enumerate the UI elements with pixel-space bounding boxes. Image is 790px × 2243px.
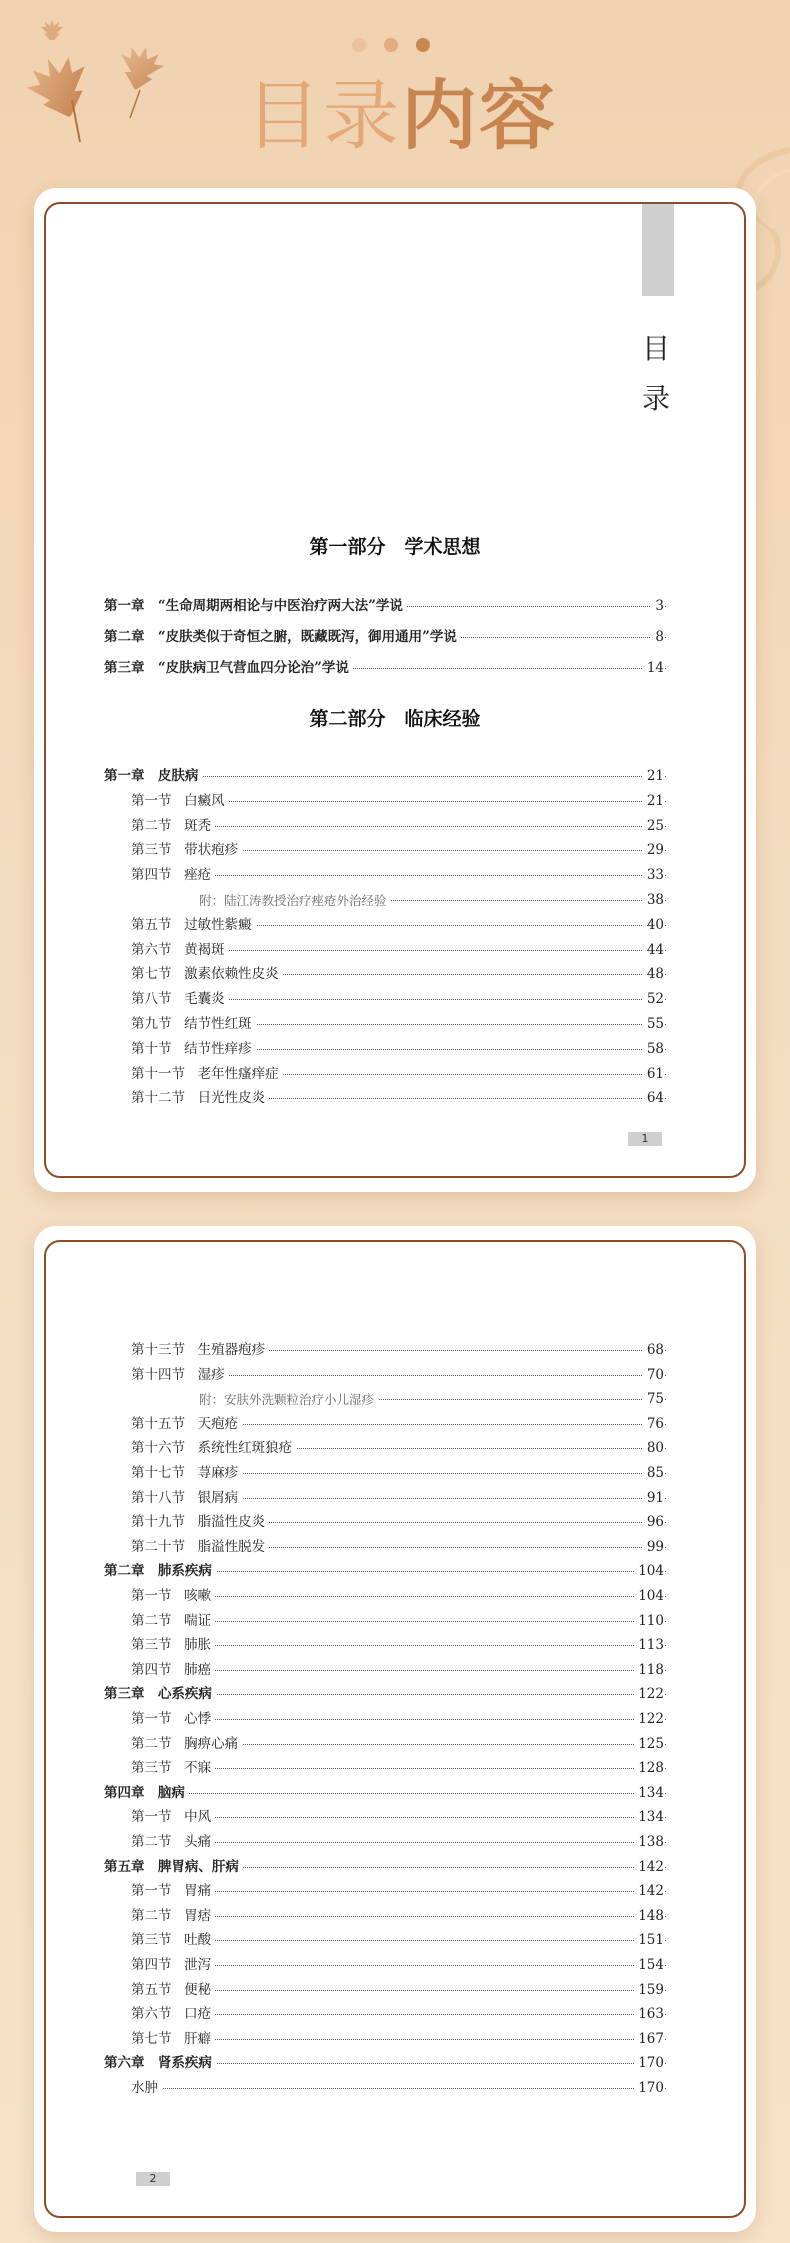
toc-page-number: 14 bbox=[643, 656, 664, 681]
page-tab-marker bbox=[642, 204, 674, 296]
toc-title: 痤疮 bbox=[184, 867, 212, 884]
toc-row bbox=[46, 1633, 744, 1658]
toc-number: 第五节 bbox=[131, 1981, 172, 1998]
toc-page-number: 125 bbox=[634, 1732, 664, 1757]
toc-number: 第三节 bbox=[131, 1760, 172, 1777]
toc-number: 第四节 bbox=[131, 867, 172, 884]
toc-number: 第十一节 bbox=[131, 1065, 185, 1082]
toc-row bbox=[46, 1781, 744, 1806]
toc-row bbox=[46, 888, 744, 913]
toc-row bbox=[46, 863, 744, 888]
toc-number: 第六节 bbox=[131, 941, 172, 958]
toc-number: 第十二节 bbox=[131, 1090, 185, 1107]
page-title-bold: 内容 bbox=[401, 71, 557, 160]
toc-row bbox=[46, 1904, 744, 1929]
toc-row bbox=[46, 1387, 744, 1412]
toc-row bbox=[46, 1682, 744, 1707]
toc-page-number: 48 bbox=[643, 962, 664, 987]
toc-page-number: 91 bbox=[643, 1486, 664, 1511]
toc-page-number: 40 bbox=[643, 913, 664, 938]
toc-page-number: 163 bbox=[634, 2002, 664, 2027]
toc-row bbox=[46, 594, 744, 619]
toc-number: 第二节 bbox=[131, 1612, 172, 1629]
toc-page-number: 21 bbox=[643, 764, 664, 789]
toc-page-number: 3 bbox=[651, 594, 664, 619]
toc-row bbox=[46, 1830, 744, 1855]
toc-row bbox=[46, 814, 744, 839]
toc-title: 喘证 bbox=[184, 1612, 212, 1629]
toc-page-number: 70 bbox=[643, 1363, 664, 1388]
toc-title: 脂溢性皮炎 bbox=[197, 1514, 266, 1531]
toc-title: 斑秃 bbox=[184, 817, 212, 834]
toc-page-number: 61 bbox=[643, 1062, 664, 1087]
toc-title: “皮肤病卫气营血四分论治”学说 bbox=[157, 660, 349, 676]
toc-page-number: 159 bbox=[634, 1978, 664, 2003]
toc-page-number: 38 bbox=[643, 888, 664, 913]
toc-row bbox=[46, 1707, 744, 1732]
toc-row bbox=[46, 1436, 744, 1461]
toc-number: 第七节 bbox=[131, 966, 172, 983]
toc-number: 第八节 bbox=[131, 991, 172, 1008]
toc-page-number: 44 bbox=[643, 938, 664, 963]
page-number: 2 bbox=[136, 2172, 170, 2186]
toc-page-number: 170 bbox=[634, 2051, 664, 2076]
toc-number: 第六章 bbox=[104, 2055, 145, 2072]
toc-number: 第四章 bbox=[104, 1784, 145, 1801]
toc-title: 头痛 bbox=[184, 1834, 212, 1850]
toc-row bbox=[46, 2027, 744, 2052]
toc-title: 不寐 bbox=[184, 1760, 212, 1777]
toc-page-number: 25 bbox=[643, 814, 664, 839]
toc-title: 胃痞 bbox=[184, 1907, 212, 1924]
toc-page-number: 142 bbox=[634, 1879, 664, 1904]
toc-title: 老年性瘙痒症 bbox=[197, 1065, 279, 1082]
toc-title: 心系疾病 bbox=[157, 1686, 212, 1703]
toc-page-number: 33 bbox=[643, 863, 664, 888]
toc-row bbox=[46, 1559, 744, 1584]
toc-row bbox=[46, 656, 744, 681]
toc-row bbox=[46, 1012, 744, 1037]
toc-page-number: 118 bbox=[634, 1658, 664, 1683]
dot-1 bbox=[352, 38, 366, 52]
toc-title: 胃痛 bbox=[184, 1883, 212, 1900]
toc-title: 带状疱疹 bbox=[184, 842, 239, 859]
toc-row bbox=[46, 1062, 744, 1087]
toc-title: 生殖器疱疹 bbox=[197, 1342, 266, 1358]
toc-number: 第一章 bbox=[104, 598, 145, 614]
toc-row bbox=[46, 1879, 744, 1904]
toc-title: 附：陆江涛教授治疗痤疮外治经验 bbox=[199, 893, 387, 908]
toc-row bbox=[46, 2051, 744, 2076]
toc-title: 脑病 bbox=[157, 1784, 185, 1801]
toc-row bbox=[46, 838, 744, 863]
toc-number: 第十三节 bbox=[131, 1342, 185, 1358]
toc-number: 第一节 bbox=[131, 1809, 172, 1826]
toc-number: 第十六节 bbox=[131, 1440, 185, 1457]
toc-row bbox=[46, 2076, 744, 2101]
toc-title: 脾胃病、肝病 bbox=[157, 1858, 239, 1875]
toc-number: 第二章 bbox=[104, 629, 145, 645]
toc-page-1 bbox=[34, 188, 756, 1192]
toc-title: 附：安肤外洗颗粒治疗小儿湿疹 bbox=[199, 1392, 375, 1408]
toc-title: 黄褐斑 bbox=[184, 941, 225, 958]
part-heading-1: 第一部分 学术思想 bbox=[309, 536, 481, 558]
vertical-title-char-1: 目 bbox=[641, 332, 670, 365]
toc-number: 第二十节 bbox=[131, 1538, 185, 1555]
toc-number: 第十九节 bbox=[131, 1514, 185, 1531]
toc-number: 第三章 bbox=[104, 1686, 145, 1703]
toc-title: 日光性皮炎 bbox=[197, 1090, 266, 1107]
toc-row bbox=[46, 938, 744, 963]
toc-page-number: 55 bbox=[643, 1012, 664, 1037]
toc-number: 第六节 bbox=[131, 2006, 172, 2023]
dot-2 bbox=[384, 38, 398, 52]
toc-number: 第二节 bbox=[131, 817, 172, 834]
toc-page-number: 96 bbox=[643, 1510, 664, 1535]
toc-number: 第二节 bbox=[131, 1907, 172, 1924]
toc-page-number: 104 bbox=[634, 1559, 664, 1584]
toc-number: 第三节 bbox=[131, 1637, 172, 1654]
toc-page-number: 104 bbox=[634, 1584, 664, 1609]
toc-number: 第十八节 bbox=[131, 1489, 185, 1506]
toc-number: 第一章 bbox=[104, 768, 145, 784]
header-banner bbox=[0, 0, 790, 190]
toc-title: “生命周期两相论与中医治疗两大法”学说 bbox=[157, 598, 403, 614]
toc-title: 银屑病 bbox=[197, 1489, 239, 1506]
toc-row bbox=[46, 962, 744, 987]
toc-row bbox=[46, 987, 744, 1012]
toc-page-number: 76 bbox=[643, 1412, 664, 1437]
toc-page-number: 128 bbox=[634, 1756, 664, 1781]
toc-number: 第五章 bbox=[104, 1858, 145, 1875]
toc-row bbox=[46, 1805, 744, 1830]
dot-leader bbox=[131, 2088, 666, 2089]
toc-row bbox=[46, 1086, 744, 1111]
toc-row bbox=[46, 1510, 744, 1535]
toc-title: 肺癌 bbox=[184, 1661, 212, 1678]
toc-number: 第一节 bbox=[131, 1883, 172, 1900]
toc-row bbox=[46, 913, 744, 938]
toc-number: 第十节 bbox=[131, 1040, 172, 1057]
page-number: 1 bbox=[628, 1132, 662, 1146]
toc-title: “皮肤类似于奇恒之腑，既藏既泻，御用通用”学说 bbox=[157, 629, 457, 645]
toc-page-number: 99 bbox=[643, 1535, 664, 1560]
toc-page-number: 122 bbox=[634, 1682, 664, 1707]
toc-number: 第三节 bbox=[131, 1932, 172, 1949]
toc-page-number: 64 bbox=[643, 1086, 664, 1111]
toc-title: 水肿 bbox=[131, 2080, 158, 2096]
toc-page-number: 122 bbox=[634, 1707, 664, 1732]
toc-page-number: 29 bbox=[643, 838, 664, 863]
toc-page-number: 21 bbox=[643, 789, 664, 814]
toc-page-2-frame bbox=[44, 1240, 746, 2218]
vertical-title bbox=[636, 324, 676, 424]
toc-page-number: 134 bbox=[634, 1781, 664, 1806]
dot-3 bbox=[416, 38, 430, 52]
toc-number: 第七节 bbox=[131, 2030, 172, 2047]
toc-number: 第二节 bbox=[131, 1834, 172, 1850]
toc-title: 结节性红斑 bbox=[184, 1016, 252, 1032]
toc-title: 泄泻 bbox=[184, 1957, 212, 1973]
toc-row bbox=[46, 1953, 744, 1978]
toc-page-number: 151 bbox=[634, 1928, 664, 1953]
toc-page-number: 113 bbox=[634, 1633, 664, 1658]
toc-page-number: 167 bbox=[634, 2027, 664, 2052]
toc-row bbox=[46, 764, 744, 789]
toc-page-number: 80 bbox=[643, 1436, 664, 1461]
toc-row bbox=[46, 1037, 744, 1062]
toc-row bbox=[46, 1363, 744, 1388]
maple-leaves-decoration bbox=[10, 10, 180, 160]
toc-page-number: 170 bbox=[634, 2076, 664, 2101]
toc-row bbox=[46, 1412, 744, 1437]
toc-row bbox=[46, 1928, 744, 1953]
toc-page-number: 142 bbox=[634, 1855, 664, 1880]
part-heading-2: 第二部分 临床经验 bbox=[309, 708, 481, 730]
toc-page-number: 134 bbox=[634, 1805, 664, 1830]
vertical-title-char-2: 录 bbox=[641, 382, 670, 415]
toc-title: 肾系疾病 bbox=[157, 2055, 212, 2072]
toc-title: 荨麻疹 bbox=[197, 1465, 239, 1481]
toc-page-number: 148 bbox=[634, 1904, 664, 1929]
toc-number: 第四节 bbox=[131, 1957, 172, 1973]
toc-number: 第三章 bbox=[104, 660, 145, 676]
toc-title: 咳嗽 bbox=[184, 1588, 212, 1604]
toc-number: 第五节 bbox=[131, 916, 172, 933]
toc-page-2 bbox=[34, 1226, 756, 2232]
toc-number: 第九节 bbox=[131, 1016, 172, 1032]
toc-title: 肺系疾病 bbox=[157, 1563, 212, 1580]
toc-row bbox=[46, 1535, 744, 1560]
page-title bbox=[245, 71, 557, 160]
toc-title: 白癜风 bbox=[184, 792, 225, 809]
toc-row bbox=[46, 1855, 744, 1880]
toc-title: 系统性红斑狼疮 bbox=[197, 1440, 293, 1457]
toc-title: 湿疹 bbox=[197, 1366, 225, 1383]
toc-title: 结节性痒疹 bbox=[184, 1040, 252, 1057]
toc-number: 第四节 bbox=[131, 1661, 172, 1678]
decorative-dots bbox=[352, 38, 430, 52]
toc-number: 第十七节 bbox=[131, 1465, 185, 1481]
toc-title: 口疮 bbox=[184, 2006, 212, 2023]
toc-page-number: 110 bbox=[634, 1609, 664, 1634]
toc-row bbox=[46, 1658, 744, 1683]
toc-row bbox=[46, 1756, 744, 1781]
toc-row bbox=[46, 1584, 744, 1609]
toc-row bbox=[46, 1486, 744, 1511]
toc-number: 第二章 bbox=[104, 1563, 145, 1580]
toc-page-number: 85 bbox=[643, 1461, 664, 1486]
toc-page-number: 138 bbox=[634, 1830, 664, 1855]
toc-title: 便秘 bbox=[184, 1981, 212, 1998]
toc-row bbox=[46, 789, 744, 814]
toc-title: 脂溢性脱发 bbox=[197, 1538, 266, 1555]
toc-page-number: 154 bbox=[634, 1953, 664, 1978]
toc-page-1-frame bbox=[44, 202, 746, 1178]
toc-number: 第一节 bbox=[131, 1711, 172, 1727]
toc-page-number: 52 bbox=[643, 987, 664, 1012]
toc-row bbox=[46, 1461, 744, 1486]
toc-title: 皮肤病 bbox=[157, 768, 199, 784]
toc-number: 第十五节 bbox=[131, 1415, 185, 1432]
toc-row bbox=[46, 1978, 744, 2003]
toc-title: 毛囊炎 bbox=[184, 991, 225, 1008]
toc-number: 第三节 bbox=[131, 842, 172, 859]
toc-title: 肝癖 bbox=[184, 2030, 212, 2047]
toc-row bbox=[46, 1609, 744, 1634]
toc-row bbox=[46, 2002, 744, 2027]
toc-page-number: 58 bbox=[643, 1037, 664, 1062]
toc-title: 过敏性紫癜 bbox=[184, 916, 252, 933]
toc-page-number: 8 bbox=[651, 625, 664, 650]
toc-title: 胸痹心痛 bbox=[184, 1735, 239, 1752]
toc-row bbox=[46, 1732, 744, 1757]
toc-number: 第十四节 bbox=[131, 1366, 185, 1383]
toc-page-number: 68 bbox=[643, 1338, 664, 1363]
toc-title: 中风 bbox=[184, 1809, 212, 1826]
toc-number: 第一节 bbox=[131, 1588, 172, 1604]
toc-number: 第一节 bbox=[131, 792, 172, 809]
toc-row bbox=[46, 1338, 744, 1363]
toc-row bbox=[46, 625, 744, 650]
page-title-light: 目录 bbox=[245, 71, 401, 160]
toc-title: 肺胀 bbox=[184, 1637, 212, 1654]
toc-page-number: 75 bbox=[643, 1387, 664, 1412]
toc-title: 天疱疮 bbox=[197, 1415, 239, 1432]
toc-title: 心悸 bbox=[184, 1711, 212, 1727]
toc-number: 第二节 bbox=[131, 1735, 172, 1752]
toc-title: 激素依赖性皮炎 bbox=[184, 966, 279, 983]
toc-title: 吐酸 bbox=[184, 1932, 212, 1949]
